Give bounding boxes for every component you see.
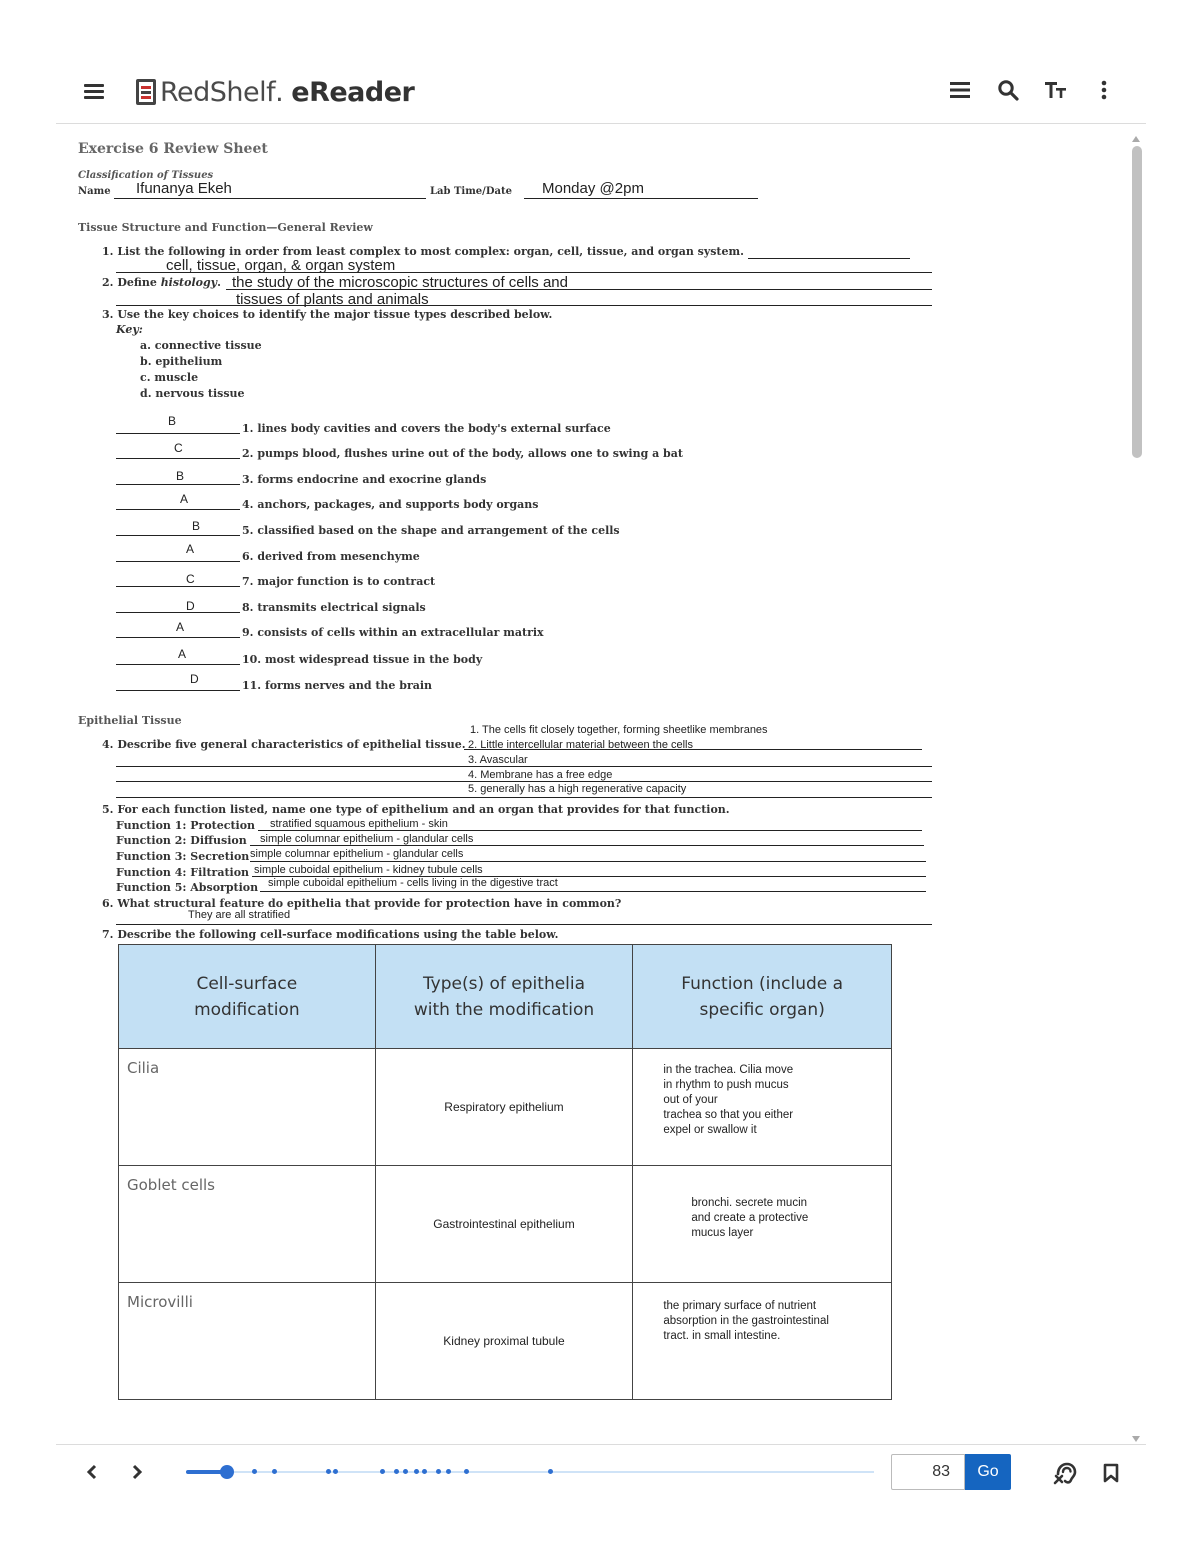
slider-marker [422, 1469, 427, 1474]
match-answer: C [174, 441, 183, 455]
answer-6: They are all stratified [188, 909, 291, 921]
answer-4-item: 1. The cells fit closely together, forming sheetlike membranes [470, 724, 768, 736]
answer-2-line-2: tissues of plants and animals [236, 291, 429, 308]
answer-2-line-1: the study of the microscopic structures of cells and [232, 274, 568, 291]
name-label: Name [78, 186, 111, 197]
key-item: a. connective tissue [140, 339, 262, 352]
key-item: c. muscle [140, 371, 199, 384]
question-4: 4. Describe five general characteristics of epithelial tissue. [102, 738, 466, 751]
function-answer: stratified squamous epithelium - skin [270, 818, 448, 830]
match-item: 4. anchors, packages, and supports body organs [242, 498, 539, 511]
match-item: 1. lines body cavities and covers the body's external surface [242, 422, 611, 435]
go-button[interactable]: Go [965, 1454, 1011, 1490]
section-heading: Epithelial Tissue [78, 714, 182, 727]
slider-marker [548, 1469, 553, 1474]
slider-marker [464, 1469, 469, 1474]
table-cell: the primary surface of nutrient absorption in the gastrointestinal tract. in small intestine. [633, 1283, 892, 1400]
chevron-left-icon[interactable] [82, 1462, 102, 1482]
key-item: b. epithelium [140, 355, 223, 368]
match-item: 9. consists of cells within an extracellular matrix [242, 626, 544, 639]
question-2: 2. Define histology. [102, 276, 221, 289]
function-label: Function 2: Diffusion [116, 834, 247, 847]
column-header: Function (include a specific organ) [633, 945, 892, 1049]
answer-1: cell, tissue, organ, & organ system [166, 257, 396, 274]
more-vert-icon[interactable] [1092, 76, 1116, 104]
function-answer: simple columnar epithelium - glandular cells [250, 848, 464, 860]
document-page [56, 124, 1120, 1442]
function-label: Function 3: Secretion [116, 850, 250, 863]
table-row [119, 1166, 892, 1283]
slider-marker [326, 1469, 331, 1474]
key-label: Key: [116, 323, 143, 336]
answer-4-item: 5. generally has a high regenerative capacity [468, 783, 687, 795]
question-1: 1. List the following in order from least complex to most complex: organ, cell, tissue, and organ system. [102, 245, 744, 258]
table-header-row [119, 945, 892, 1049]
function-answer: simple cuboidal epithelium - cells living in the digestive tract [268, 877, 558, 889]
name-value: Ifunanya Ekeh [136, 180, 232, 197]
cell-surface-table [118, 944, 892, 1400]
match-item: 3. forms endocrine and exocrine glands [242, 473, 487, 486]
scrollbar-thumb[interactable] [1132, 146, 1142, 458]
question-5: 5. For each function listed, name one type of epithelium and an organ that provides for that function. [102, 803, 730, 816]
function-answer: simple columnar epithelium - glandular cells [260, 833, 474, 845]
slider-marker [380, 1469, 385, 1474]
table-cell: Gastrointestinal epithelium [375, 1166, 633, 1283]
slider-marker [403, 1469, 408, 1474]
function-label: Function 4: Filtration [116, 866, 250, 879]
table-cell: Cilia [119, 1049, 376, 1166]
table-cell: bronchi. secrete mucin and create a protective mucus layer [633, 1166, 892, 1283]
match-item: 8. transmits electrical signals [242, 601, 426, 614]
table-cell: Goblet cells [119, 1166, 376, 1283]
product-name: eReader [291, 76, 415, 108]
page-slider-knob[interactable] [220, 1465, 234, 1479]
search-icon[interactable] [996, 76, 1020, 104]
slider-marker [333, 1469, 338, 1474]
slider-marker [436, 1469, 441, 1474]
match-item: 10. most widespread tissue in the body [242, 653, 483, 666]
slider-marker [414, 1469, 419, 1474]
match-answer: B [192, 519, 201, 533]
key-item: d. nervous tissue [140, 387, 245, 400]
match-item: 7. major function is to contract [242, 575, 436, 588]
book-logo-icon [136, 79, 156, 105]
chevron-right-icon[interactable] [127, 1462, 147, 1482]
table-row [119, 1283, 892, 1400]
answer-4-item: 4. Membrane has a free edge [468, 769, 613, 781]
match-answer: A [178, 647, 187, 661]
function-answer: simple cuboidal epithelium - kidney tubule cells [254, 864, 483, 876]
accessibility-icon[interactable] [1052, 1460, 1078, 1486]
match-item: 11. forms nerves and the brain [242, 679, 433, 692]
match-answer: B [168, 414, 177, 428]
match-answer: B [176, 469, 185, 483]
lab-label: Lab Time/Date [430, 186, 512, 197]
brand-logo: RedShelf . eReader [136, 72, 414, 112]
question-7: 7. Describe the following cell-surface modifications using the table below. [102, 928, 559, 941]
match-item: 2. pumps blood, flushes urine out of the body, allows one to swing a bat [242, 447, 683, 460]
match-item: 5. classified based on the shape and arrangement of the cells [242, 524, 620, 537]
answer-4-item: 2. Little intercellular material between the cells [468, 739, 694, 751]
match-answer: C [186, 572, 195, 586]
function-label: Function 1: Protection [116, 819, 256, 832]
brand-name: RedShelf [160, 76, 276, 108]
match-answer: A [180, 492, 189, 506]
bookmark-icon[interactable] [1098, 1460, 1124, 1486]
table-cell: Kidney proximal tubule [375, 1283, 633, 1400]
doc-subtitle: Classification of Tissues [78, 170, 214, 181]
lab-value: Monday @2pm [542, 180, 644, 197]
page-slider-track[interactable] [186, 1471, 874, 1473]
section-heading: Tissue Structure and Function—General Review [78, 221, 373, 234]
slider-marker [394, 1469, 399, 1474]
top-bar [56, 62, 1146, 124]
scroll-up-arrow[interactable] [1131, 130, 1141, 138]
table-row [119, 1049, 892, 1166]
doc-title: Exercise 6 Review Sheet [78, 141, 268, 157]
question-6: 6. What structural feature do epithelia that provide for protection have in common? [102, 897, 622, 910]
match-answer: D [190, 672, 199, 686]
menu-icon[interactable] [82, 79, 106, 103]
table-cell: in the trachea. Cilia move in rhythm to push mucus out of your trachea so that you either expel or swallow it [633, 1049, 892, 1166]
question-3: 3. Use the key choices to identify the major tissue types described below. [102, 308, 553, 321]
toc-icon[interactable] [948, 76, 972, 104]
column-header: Type(s) of epithelia with the modification [375, 945, 633, 1049]
table-cell: Microvilli [119, 1283, 376, 1400]
slider-marker [272, 1469, 277, 1474]
slider-marker [252, 1469, 257, 1474]
match-answer: A [186, 542, 195, 556]
match-answer: D [186, 599, 195, 613]
column-header: Cell-surface modification [119, 945, 376, 1049]
answer-4-item: 3. Avascular [468, 754, 528, 766]
scroll-down-arrow[interactable] [1131, 1430, 1141, 1438]
slider-marker [446, 1469, 451, 1474]
match-item: 6. derived from mesenchyme [242, 550, 420, 563]
table-cell: Respiratory epithelium [375, 1049, 633, 1166]
page-number-input[interactable] [891, 1454, 965, 1490]
bottom-divider [56, 1444, 1146, 1445]
function-label: Function 5: Absorption [116, 881, 259, 894]
text-size-icon[interactable] [1044, 76, 1068, 104]
match-answer: A [176, 620, 185, 634]
